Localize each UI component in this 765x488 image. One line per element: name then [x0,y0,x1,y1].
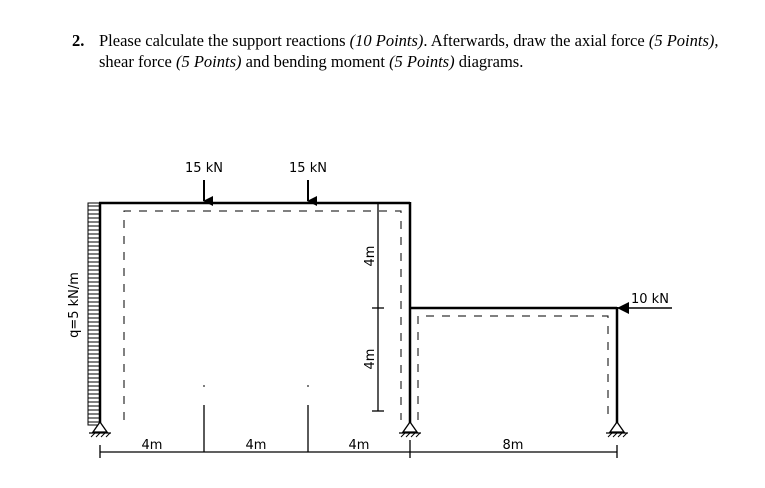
distributed-load-label: q=5 kN/m [67,272,82,338]
horizontal-load-arrowhead [617,302,629,314]
points-axial: (5 Points) [648,31,715,50]
frame-members [99,202,617,425]
dimension-line-vertical [372,203,384,411]
dim-label-3: 4m [348,438,370,453]
point-load-label-1: 15 kN [185,161,223,176]
load-position-dots [203,385,309,387]
points-reactions: (10 Points) [349,31,424,50]
point-load-label-2: 15 kN [289,161,327,176]
problem-number: 2. [72,31,85,50]
points-moment: (5 Points) [389,52,455,71]
horizontal-load-label: 10 kN [631,292,669,307]
points-shear: (5 Points) [175,52,242,71]
dim-label-1: 4m [141,438,163,453]
problem-text: Please calculate the support reactions (10 Points). Afterwards, draw the axial force (5 Points), shear force (5 Points) and bending moment (5 Points) diagrams. [99,31,719,71]
dim-label-2: 4m [245,438,267,453]
support-right [606,422,628,437]
dashed-fiber-lines [124,211,608,420]
distributed-load [88,203,100,425]
dim-label-4: 8m [502,438,524,453]
dim-label-vertical-upper: 4m [363,245,378,267]
dim-label-vertical-lower: 4m [363,348,378,370]
support-middle [399,422,421,437]
